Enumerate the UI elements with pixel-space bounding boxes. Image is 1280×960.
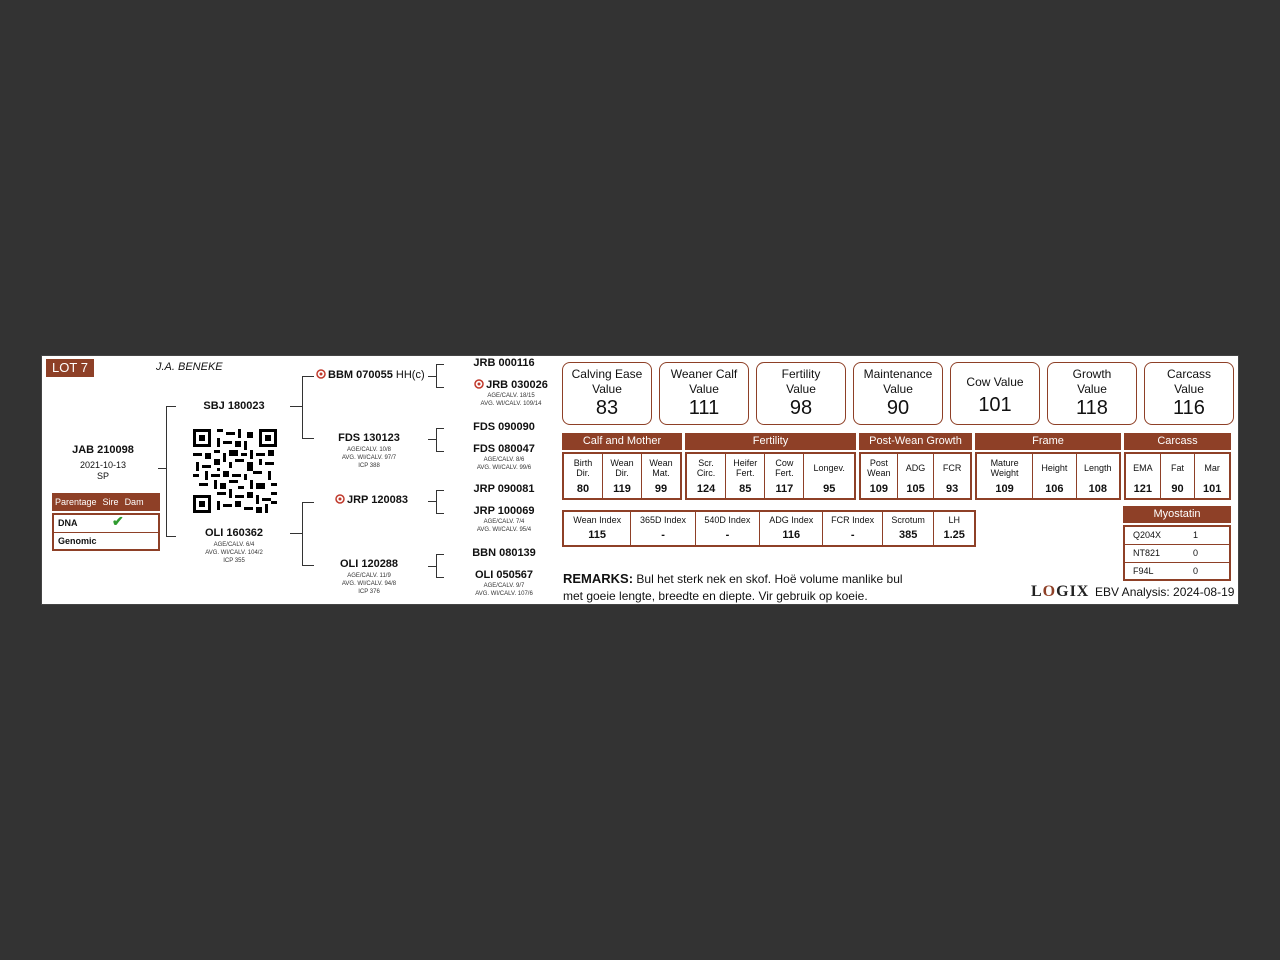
sire-dam-info <box>314 432 424 470</box>
index-cell <box>695 512 759 545</box>
value-number: 101 <box>978 394 1012 416</box>
ebv-value: 99 <box>654 483 668 495</box>
tree-line <box>302 438 314 439</box>
index-value: - <box>661 529 665 541</box>
myostatin-value: 1 <box>1193 530 1199 540</box>
sire-sire <box>316 369 425 381</box>
value-label: Weaner Calf <box>670 367 738 381</box>
group-header-carcass: Carcass <box>1124 433 1231 450</box>
tree-line <box>290 533 302 534</box>
ebv-cell <box>725 454 764 498</box>
logo-letter: O <box>1042 583 1057 600</box>
value-number: 116 <box>1173 397 1205 419</box>
remarks <box>563 570 928 605</box>
dam-dam-info <box>314 558 424 596</box>
value-label: Value <box>689 382 719 396</box>
ebv-value: 93 <box>946 483 959 495</box>
dam-id: OLI 160362 <box>204 527 264 539</box>
gg-8-info <box>447 569 561 598</box>
ebv-label: Scr. <box>698 458 714 468</box>
parentage-row-dna <box>54 515 158 532</box>
ebv-label: Circ. <box>696 468 716 478</box>
dam-icp: ICP 355 <box>223 558 245 564</box>
logix-logo <box>1031 583 1089 601</box>
value-number: 98 <box>789 397 813 419</box>
gg-7-id: BBN 080139 <box>472 547 536 559</box>
tree-line <box>428 501 436 502</box>
ebv-value: 101 <box>1203 483 1222 495</box>
tree-line <box>158 468 166 469</box>
gg-8-avg-wi: AVG. WI/CALV. 107/6 <box>475 591 533 597</box>
value-box-cow <box>950 362 1040 425</box>
myostatin-header: Myostatin <box>1123 506 1231 523</box>
index-value: 1.25 <box>943 529 965 541</box>
index-label: FCR Index <box>831 515 875 525</box>
tree-line <box>428 566 436 567</box>
dam-sire <box>335 494 408 506</box>
value-box-growth <box>1047 362 1137 425</box>
logo-letter: GIX <box>1056 583 1090 600</box>
ebv-label: Mature <box>990 458 1019 468</box>
index-value: 116 <box>782 529 801 541</box>
myostatin-name: Q204X <box>1133 530 1162 540</box>
dam-dam-icp: ICP 376 <box>358 589 380 595</box>
ebv-value: 108 <box>1088 483 1107 495</box>
ebv-cell <box>933 454 970 498</box>
dam-label: Dam <box>124 497 144 507</box>
gg-2-age-calv: AGE/CALV. 18/15 <box>487 393 535 399</box>
dam-age-calv: AGE/CALV. 6/4 <box>213 542 255 548</box>
group-box-fertility <box>685 452 856 500</box>
index-value: 385 <box>898 529 918 541</box>
ebv-value: 95 <box>823 483 836 495</box>
tree-line <box>436 364 444 365</box>
ebv-label: Heifer <box>733 458 758 468</box>
animal-id: JAB 210098 <box>72 444 134 456</box>
group-header-frame: Frame <box>975 433 1121 450</box>
ebv-cell <box>803 454 854 498</box>
sire-sire-id: BBM 070055 <box>328 369 393 381</box>
tree-line <box>166 536 176 537</box>
index-cell <box>564 512 630 545</box>
check-icon: ✔ <box>112 513 124 529</box>
ebv-label: Length <box>1084 463 1112 473</box>
tree-line <box>290 406 302 407</box>
ebv-analysis-date: EBV Analysis: 2024-08-19 <box>1095 585 1235 599</box>
ebv-label: Fert. <box>775 468 794 478</box>
ebv-label: Longev. <box>813 463 845 473</box>
ebv-label: Fat <box>1171 463 1185 473</box>
ebv-cell <box>687 454 725 498</box>
tree-line <box>302 376 314 377</box>
gg-5-id: JRP 090081 <box>473 483 535 495</box>
tree-line <box>436 387 444 388</box>
ebv-value: 109 <box>869 483 889 495</box>
ebv-label: Wean <box>649 458 673 468</box>
ebv-cell <box>861 454 897 498</box>
myostatin-name: F94L <box>1133 566 1154 576</box>
value-label: Value <box>1174 382 1204 396</box>
tree-line <box>166 406 176 407</box>
group-header-post-wean: Post-Wean Growth <box>859 433 972 450</box>
value-label: Maintenance <box>863 367 933 381</box>
target-icon <box>474 379 484 389</box>
lot-badge: LOT 7 <box>46 359 94 377</box>
ebv-label: Mar <box>1204 463 1220 473</box>
remarks-label: REMARKS: <box>563 571 634 586</box>
index-cell <box>882 512 934 545</box>
gg-6-avg-wi: AVG. WI/CALV. 95/4 <box>476 527 532 533</box>
tree-line <box>428 439 436 440</box>
ebv-label: Fert. <box>735 468 755 478</box>
ebv-value: 85 <box>739 483 752 495</box>
gg-6-id: JRP 100069 <box>473 505 535 517</box>
myostatin-row <box>1125 527 1229 544</box>
gg-2-id: JRB 030026 <box>486 379 548 391</box>
gg-8-id: OLI 050567 <box>474 569 534 581</box>
tree-line <box>166 406 167 536</box>
ebv-cell <box>641 454 680 498</box>
animal-code: SP <box>96 471 109 481</box>
index-label: 365D Index <box>640 515 687 525</box>
ebv-label: Mat. <box>652 468 670 478</box>
group-header-calf-mother: Calf and Mother <box>562 433 682 450</box>
index-label: ADG Index <box>769 515 814 525</box>
ebv-value: 119 <box>613 483 631 495</box>
ebv-value: 117 <box>775 483 794 495</box>
myostatin-name: NT821 <box>1133 548 1161 558</box>
tree-line <box>302 376 303 438</box>
index-label: 540D Index <box>704 515 751 525</box>
value-number: 90 <box>886 397 910 419</box>
ebv-cell <box>1076 454 1119 498</box>
tree-line <box>436 490 437 513</box>
value-label: Calving Ease <box>571 367 643 381</box>
qr-code-icon <box>193 429 277 513</box>
ebv-cell <box>1032 454 1075 498</box>
value-number: 111 <box>688 397 720 419</box>
ebv-label: Wean <box>867 468 891 478</box>
ebv-label: EMA <box>1133 463 1153 473</box>
tree-line <box>302 565 314 566</box>
dam-dam-avg-wi: AVG. WI/CALV. 94/8 <box>341 581 397 587</box>
gg-8-age-calv: AGE/CALV. 9/7 <box>483 583 525 589</box>
tree-line <box>436 428 437 451</box>
remarks-line-2: met goeie lengte, breedte en diepte. Vir gebruik op koeie. <box>563 589 868 603</box>
group-header-fertility: Fertility <box>685 433 856 450</box>
sire-sire-suffix: HH(c) <box>395 369 425 381</box>
value-label: Cow Value <box>966 375 1024 389</box>
myostatin-value: 0 <box>1193 566 1199 576</box>
tree-line <box>428 376 436 377</box>
ebv-value: 105 <box>906 483 925 495</box>
ebv-cell <box>977 454 1032 498</box>
value-box-maintenance <box>853 362 943 425</box>
ebv-label: Dir. <box>576 468 590 478</box>
dna-label: DNA <box>58 518 78 528</box>
tree-line <box>436 428 444 429</box>
ebv-label: Post <box>869 458 888 468</box>
logo-letter: L <box>1031 583 1043 600</box>
value-label: Value <box>592 382 622 396</box>
ebv-value: 90 <box>1171 483 1184 495</box>
index-table <box>562 510 976 547</box>
parentage-row-genomic <box>54 532 158 550</box>
gg-4-age-calv: AGE/CALV. 8/6 <box>483 457 525 463</box>
tree-line <box>436 554 444 555</box>
ebv-cell <box>602 454 641 498</box>
sire-dam-icp: ICP 388 <box>358 463 380 469</box>
tree-line <box>436 513 444 514</box>
value-label: Value <box>1077 382 1107 396</box>
ebv-label: Weight <box>990 468 1019 478</box>
index-value: - <box>725 529 730 541</box>
ebv-label: FCR <box>942 463 962 473</box>
value-box-calving-ease <box>562 362 652 425</box>
group-box-frame <box>975 452 1121 500</box>
dam-sire-id: JRP 120083 <box>347 494 408 506</box>
genomic-label: Genomic <box>58 536 97 546</box>
gg-2-info <box>454 379 568 408</box>
ebv-label: Cow <box>775 458 794 468</box>
tree-line <box>436 364 437 387</box>
target-icon <box>316 369 326 379</box>
value-box-fertility <box>756 362 846 425</box>
myostatin-table <box>1123 525 1231 581</box>
breeder-name: J.A. BENEKE <box>156 361 223 373</box>
group-box-carcass <box>1124 452 1231 500</box>
gg-1-id: JRB 000116 <box>473 357 535 369</box>
gg-6-age-calv: AGE/CALV. 7/4 <box>483 519 525 525</box>
ebv-label: Wean <box>610 458 634 468</box>
sire-dam-age-calv: AGE/CALV. 10/8 <box>346 447 392 453</box>
gg-2-avg-wi: AVG. WI/CALV. 109/14 <box>480 401 542 407</box>
ebv-value: 80 <box>576 483 590 495</box>
value-number: 118 <box>1076 397 1108 419</box>
value-number: 83 <box>595 397 619 419</box>
sire-id: SBJ 180023 <box>203 400 265 412</box>
index-label: Scrotum <box>891 515 925 525</box>
index-value: 115 <box>588 529 607 541</box>
myostatin-row <box>1125 562 1229 580</box>
ebv-value: 106 <box>1045 483 1064 495</box>
ebv-cell <box>1126 454 1160 498</box>
group-box-post-wean <box>859 452 972 500</box>
sire-dam-avg-wi: AVG. WI/CALV. 97/7 <box>341 455 397 461</box>
myostatin-row <box>1125 544 1229 562</box>
index-cell <box>630 512 694 545</box>
ebv-cell <box>764 454 803 498</box>
index-cell <box>822 512 881 545</box>
ebv-label: Dir. <box>615 468 629 478</box>
tree-line <box>302 502 314 503</box>
ebv-label: ADG <box>905 463 926 473</box>
value-box-carcass <box>1144 362 1234 425</box>
index-label: LH <box>948 515 960 525</box>
value-label: Value <box>883 382 913 396</box>
ebv-value: 109 <box>995 483 1014 495</box>
group-box-calf-mother <box>562 452 682 500</box>
ebv-cell <box>897 454 934 498</box>
value-box-weaner-calf <box>659 362 749 425</box>
tree-line <box>436 490 444 491</box>
parentage-label: Parentage <box>55 497 97 507</box>
tree-line <box>436 554 437 577</box>
gg-4-info <box>447 443 561 472</box>
sire-dam-id: FDS 130123 <box>338 432 400 444</box>
dam-info <box>184 527 284 565</box>
parentage-table <box>52 513 160 551</box>
gg-4-id: FDS 080047 <box>473 443 535 455</box>
index-cell <box>759 512 822 545</box>
tree-line <box>436 451 444 452</box>
ebv-value: 124 <box>696 483 716 495</box>
gg-3-id: FDS 090090 <box>473 421 535 433</box>
ebv-cell <box>1160 454 1195 498</box>
myostatin-value: 0 <box>1193 548 1199 558</box>
tree-line <box>436 577 444 578</box>
sire-label: Sire <box>102 497 119 507</box>
animal-date: 2021-10-13 <box>79 460 127 470</box>
index-label: Wean Index <box>573 515 622 525</box>
value-label: Carcass <box>1166 367 1211 381</box>
ebv-value: 121 <box>1133 483 1153 495</box>
value-label: Value <box>786 382 816 396</box>
lot-card <box>41 355 1239 605</box>
gg-6-info <box>447 505 561 534</box>
ebv-label: Height <box>1041 463 1068 473</box>
ebv-cell <box>564 454 602 498</box>
index-value: - <box>850 529 855 541</box>
ebv-cell <box>1194 454 1229 498</box>
parentage-header <box>52 493 160 511</box>
dam-dam-id: OLI 120288 <box>339 558 399 570</box>
dam-dam-age-calv: AGE/CALV. 11/9 <box>347 573 391 579</box>
dam-avg-wi: AVG. WI/CALV. 104/2 <box>205 550 263 556</box>
remarks-line-1: Bul het sterk nek en skof. Hoë volume manlike bul <box>636 572 903 586</box>
value-label: Fertility <box>781 367 821 381</box>
tree-line <box>302 502 303 565</box>
index-cell <box>933 512 974 545</box>
target-icon <box>335 494 345 504</box>
ebv-label: Birth <box>573 458 593 468</box>
animal-info <box>52 444 154 482</box>
gg-4-avg-wi: AVG. WI/CALV. 99/6 <box>476 465 532 471</box>
value-label: Growth <box>1072 367 1112 381</box>
